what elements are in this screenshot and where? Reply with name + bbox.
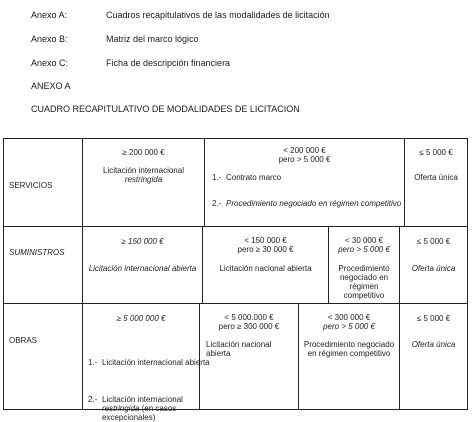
- annex-b-label: Anexo B:: [31, 34, 68, 44]
- list-item-text: Licitación internacional: [102, 395, 183, 404]
- list-number: 1.-: [88, 358, 98, 367]
- row-label-suministros: SUMINISTROS: [9, 248, 65, 257]
- servicios-threshold-mid: < 200 000 €: [283, 146, 326, 155]
- servicios-procedure-low: Oferta única: [414, 173, 458, 182]
- list-item-text: Licitación internacional abierta: [102, 358, 210, 367]
- suministros-threshold-mid: < 150 000 €: [244, 236, 287, 245]
- list-number: 2.-: [88, 395, 98, 404]
- list-item-note: (en casos excepcionales): [102, 404, 177, 422]
- section-heading: ANEXO A: [31, 81, 71, 91]
- suministros-threshold-low-lower: pero > 5 000 €: [338, 245, 390, 254]
- obras-threshold-low-lower: pero > 5 000 €: [323, 322, 375, 331]
- procedure-text: Licitación internacional abierta: [88, 264, 197, 273]
- servicios-procedure-high-qualifier: restringida: [124, 175, 163, 184]
- table-border-left: [3, 138, 4, 410]
- suministros-threshold-mid-lower: pero ≥ 30 000 €: [237, 245, 294, 254]
- servicios-threshold-high: ≥ 200 000 €: [122, 148, 165, 157]
- servicios-mid-item-1: [212, 173, 411, 182]
- table-border-top: [3, 138, 468, 139]
- suministros-threshold-high: ≥ 150 000 €: [121, 237, 164, 246]
- obras-procedure-mid: Licitación nacional abierta: [206, 340, 272, 358]
- obras-threshold-mid: < 5 000.000 €: [224, 313, 274, 322]
- annex-b-description: Matriz del marco lógico: [106, 34, 199, 44]
- list-number: 2.-: [212, 199, 222, 208]
- obras-threshold-min: ≤ 5 000 €: [416, 314, 451, 323]
- obras-procedure-min: Oferta única: [411, 340, 456, 349]
- obras-procedure-low: Procedimiento negociado en régimen competitivo: [303, 340, 395, 358]
- list-item-text: Contrato marco: [226, 173, 282, 182]
- row-label-servicios: SERVICIOS: [9, 181, 53, 190]
- row-label-obras: OBRAS: [9, 336, 38, 345]
- table-title: CUADRO RECAPITULATIVO DE MODALIDADES DE LICITACION: [31, 104, 300, 114]
- obras-high-item-1: [88, 358, 210, 367]
- suministros-threshold-min: ≤ 5 000 €: [416, 237, 451, 246]
- suministros-threshold-low: < 30 000 €: [344, 236, 384, 245]
- list-item-text: Procedimiento negociado en régimen competitivo: [226, 199, 402, 208]
- list-number: 1.-: [212, 173, 222, 182]
- suministros-procedure-mid: Licitación nacional abierta: [219, 264, 312, 273]
- table-border-right: [467, 138, 468, 410]
- suministros-procedure-high: [83, 264, 202, 273]
- annex-a-label: Anexo A:: [31, 10, 68, 20]
- obras-threshold-mid-lower: pero ≥ 300 000 €: [218, 322, 280, 331]
- suministros-procedure-min: Oferta única: [411, 264, 456, 273]
- annex-c-description: Ficha de descripción financiera: [106, 58, 231, 68]
- annex-a-description: Cuadros recapitulativos de las modalidades de licitación: [106, 10, 330, 20]
- list-item-qualifier: restringida: [102, 404, 140, 413]
- suministros-procedure-low: Procedimiento negociado en régimen competitivo: [338, 264, 390, 300]
- obras-threshold-low: < 300 000 €: [327, 313, 371, 322]
- servicios-mid-item-2: [212, 199, 411, 208]
- obras-threshold-high: ≥ 5 000 000 €: [116, 314, 166, 323]
- servicios-threshold-mid-lower: pero > 5 000 €: [278, 155, 331, 164]
- servicios-threshold-low: ≤ 5 000 €: [419, 148, 453, 157]
- obras-high-item-2: [88, 395, 210, 422]
- servicios-procedure-high: Licitación internacional: [103, 166, 184, 175]
- annex-c-label: Anexo C:: [31, 58, 69, 68]
